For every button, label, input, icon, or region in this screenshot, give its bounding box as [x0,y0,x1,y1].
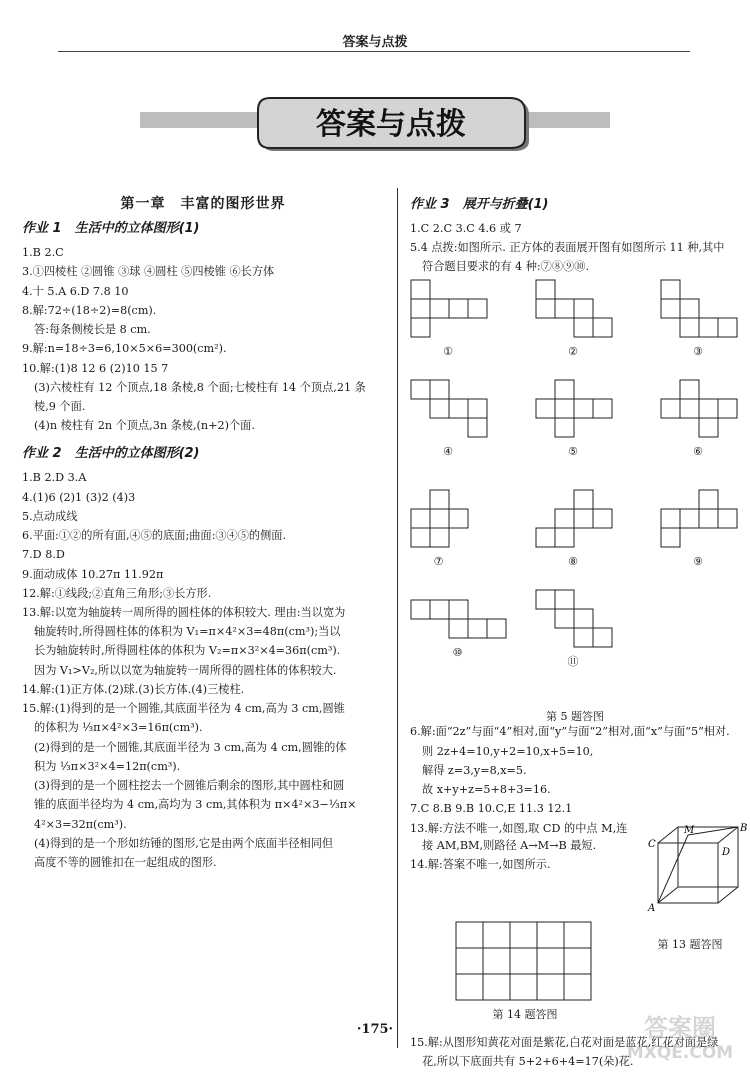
right-column [410,194,748,1073]
answer-line: 15.解:(1)得到的是一个圆锥,其底面半径为 4 cm,高为 3 cm,圆锥 [22,702,345,716]
answer-line: 14.解:答案不唯一,如图所示. [410,857,551,871]
net-square [661,509,680,528]
net-square [680,299,699,318]
net-square [555,299,574,318]
net-square [430,528,449,547]
net-square [411,299,430,318]
net-square [555,399,574,418]
net-square [555,609,574,628]
net-square [468,418,487,437]
cube-nets-figure [410,279,740,709]
net-square [699,418,718,437]
figure-caption: 第 5 题答图 [546,709,604,723]
net-label-9: ⑨ [693,554,703,568]
answer-line: 15.解:从图形知黄花对面是紫花,白花对面是蓝花,红花对面是绿 [410,1035,719,1049]
cube-net-7 [410,489,469,548]
net-square [593,318,612,337]
net-square [661,528,680,547]
answer-line: 14.解:(1)正方体.(2)球.(3)长方体.(4)三棱柱. [22,682,245,696]
answer-line: 轴旋转时,所得圆柱体的体积为 V₁=π×4²×3=48π(cm³);当以 [34,625,341,639]
running-header: 答案与点拨 [342,35,408,50]
answer-line: 9.解:n=18÷3=6,10×5×6=300(cm²). [22,342,227,356]
net-square [593,399,612,418]
net-square [468,299,487,318]
net-square [661,280,680,299]
net-square [593,509,612,528]
cube-net-9 [660,489,738,548]
fig13-label-b: B [740,822,748,834]
section-title-2: 作业 2 生活中的立体图形(2) [22,446,200,462]
net-square [468,399,487,418]
answer-line: 5.4 点拨:如图所示. 正方体的表面展开图有如图所示 11 种,其中 [410,241,725,255]
net-label-2: ② [568,344,578,358]
net-label-5: ⑤ [568,444,578,458]
header-rule [58,51,690,52]
net-square [411,318,430,337]
net-square [699,318,718,337]
cube-net-2 [535,279,613,338]
answer-line: 12.解:①线段;②直角三角形;③长方形. [22,586,212,600]
net-square [574,628,593,647]
net-square [449,399,468,418]
net-square [468,619,487,638]
net-label-6: ⑥ [693,444,703,458]
answer-line: 5.点动成线 [22,509,78,523]
net-square [680,399,699,418]
net-square [449,299,468,318]
answer-line: 故 x+y+z=5+8+3=16. [422,783,551,797]
chapter-title: 第一章 丰富的图形世界 [120,196,286,212]
net-square [430,299,449,318]
net-square [593,628,612,647]
answer-line: 7.D 8.D [22,548,65,562]
cube-net-5 [535,379,613,438]
title-banner [140,92,610,152]
net-square [574,299,593,318]
net-square [555,418,574,437]
svg-text:MXQE.COM: MXQE.COM [626,1043,734,1063]
answer-line: 13.解:以宽为轴旋转一周所得的圆柱体的体积较大. 理由:当以宽为 [22,605,346,619]
cube-net-1 [410,279,488,338]
answer-line: 9.面动成体 10.27π 11.92π [22,567,164,581]
net-square [411,280,430,299]
net-square [661,299,680,318]
banner-graphic [140,92,610,152]
net-square [555,590,574,609]
cube-net-3 [660,279,738,338]
net-square [449,509,468,528]
answer-line: (2)得到的是一个圆锥,其底面半径为 3 cm,高为 4 cm,圆锥的体 [34,740,347,754]
net-square [449,600,468,619]
net-square [661,399,680,418]
left-column [22,194,384,874]
watermark-graphic [620,1010,740,1065]
answer-line: 符合题目要求的有 4 种:⑦⑧⑨⑩. [422,260,589,274]
net-square [699,509,718,528]
answer-line: (4)n 棱柱有 2n 个顶点,3n 条棱,(n+2)个面. [34,419,255,433]
answer-line: 的体积为 ⅓π×4²×3=16π(cm³). [34,721,203,735]
net-label-11: ⑪ [567,654,579,668]
net-square [718,399,737,418]
fig13-label-c: C [648,838,656,850]
answer-line: 锥的底面半径均为 4 cm,高均为 3 cm,其体积为 π×4²×3−⅓π× [34,798,357,812]
net-square [555,380,574,399]
net-square [718,509,737,528]
net-square [536,399,555,418]
cube-figure-q13 [638,821,748,917]
net-square [574,509,593,528]
net-square [430,600,449,619]
net-square [574,609,593,628]
answer-line: 花,所以下底面共有 5+2+6+4=17(朵)花. [422,1054,634,1068]
net-square [574,399,593,418]
answer-line: 3.①四棱柱 ②圆锥 ③球 ④圆柱 ⑤四棱锥 ⑥长方体 [22,265,275,279]
figure-caption-q14: 第 14 题答图 [492,1007,558,1021]
answer-line: 6.平面:①②的所有面,④⑤的底面;曲面:③④⑤的侧面. [22,529,287,543]
answer-line: 因为 V₁>V₂,所以以宽为轴旋转一周所得的圆柱体的体积较大. [34,663,337,677]
answer-line: 1.B 2.C [22,246,64,260]
answer-line: 13.解:方法不唯一,如图,取 CD 的中点 M,连 [410,821,628,835]
banner-title: 答案与点拨 [316,107,466,142]
answer-line: 1.C 2.C 3.C 4.6 或 7 [410,221,522,235]
net-square [699,399,718,418]
net-square [449,619,468,638]
cube-net-8 [535,489,613,548]
net-square [574,490,593,509]
answer-line: 答:每条侧棱长是 8 cm. [34,323,151,337]
net-square [555,509,574,528]
answer-line: 长为轴旋转时,所得圆柱体的体积为 V₂=π×3²×4=36π(cm³). [34,644,341,658]
cube-net-6 [660,379,738,438]
net-label-8: ⑧ [568,554,578,568]
net-square [487,619,506,638]
net-square [536,528,555,547]
cube-net-4 [410,379,488,438]
net-square [536,590,555,609]
net-square [411,509,430,528]
cube-net-11 [535,589,613,648]
net-label-10: ⑩ [452,645,463,659]
answer-line: 则 2z+4=10,y+2=10,x+5=10, [422,744,594,758]
net-square [411,600,430,619]
q13-q14-block [410,821,748,933]
fig13-label-a: A [648,902,656,914]
net-label-3: ③ [693,344,703,358]
net-label-1: ① [443,344,453,358]
net-label-4: ④ [443,444,453,458]
answer-line: 棱,9 个面. [34,400,86,414]
answer-line: 4.十 5.A 6.D 7.8 10 [22,284,129,298]
net-square [430,490,449,509]
fig13-label-d: D [722,846,731,858]
answer-line: (3)得到的是一个圆柱挖去一个圆锥后剩余的图形,其中圆柱和圆 [34,779,345,793]
net-square [699,490,718,509]
net-square [718,318,737,337]
answer-line: 4.(1)6 (2)1 (3)2 (4)3 [22,490,136,504]
watermark-logo [620,1010,740,1065]
answer-line: 10.解:(1)8 12 6 (2)10 15 7 [22,361,169,375]
net-square [411,528,430,547]
grid-figure-q14 [455,921,595,1003]
section-title-1: 作业 1 生活中的立体图形(1) [22,221,200,237]
net-square [680,318,699,337]
svg-text:答案圈: 答案圈 [644,1014,716,1042]
cube-net-10 [410,599,507,639]
net-label-7: ⑦ [433,554,444,568]
net-square [574,318,593,337]
net-square [411,380,430,399]
answer-line: 4²×3=32π(cm³). [34,817,127,831]
figure-caption-q13: 第 13 题答图 [657,937,723,951]
net-square [536,280,555,299]
net-square [680,380,699,399]
answer-line: 高度不等的圆锥扣在一起组成的图形. [34,856,217,870]
answer-line: 6.解:面“2z”与面“4”相对,面“y”与面“2”相对,面“x”与面“5”相对. [410,725,730,739]
net-square [680,509,699,528]
answer-line: (3)六棱柱有 12 个顶点,18 条棱,8 个面;七棱柱有 14 个顶点,21 条 [34,380,366,394]
answer-line: 积为 ⅓π×3²×4=12π(cm³). [34,759,181,773]
net-square [430,399,449,418]
fig13-label-m: M [684,824,695,836]
column-divider [397,188,398,1048]
answer-line: 解得 z=3,y=8,x=5. [422,763,527,777]
answer-line: 接 AM,BM,则路径 A→M→B 最短. [422,838,597,852]
section-title-3: 作业 3 展开与折叠(1) [410,197,549,212]
net-square [430,509,449,528]
answer-line: 8.解:72÷(18÷2)=8(cm). [22,303,157,317]
page-number: ·175· [356,1022,394,1037]
answer-line: 1.B 2.D 3.A [22,471,87,485]
net-square [536,299,555,318]
answer-line: (4)得到的是一个形如纺锤的图形,它是由两个底面半径相同但 [34,836,334,850]
net-square [555,528,574,547]
answer-line: 7.C 8.B 9.B 10.C,E 11.3 12.1 [410,802,573,816]
net-square [430,380,449,399]
